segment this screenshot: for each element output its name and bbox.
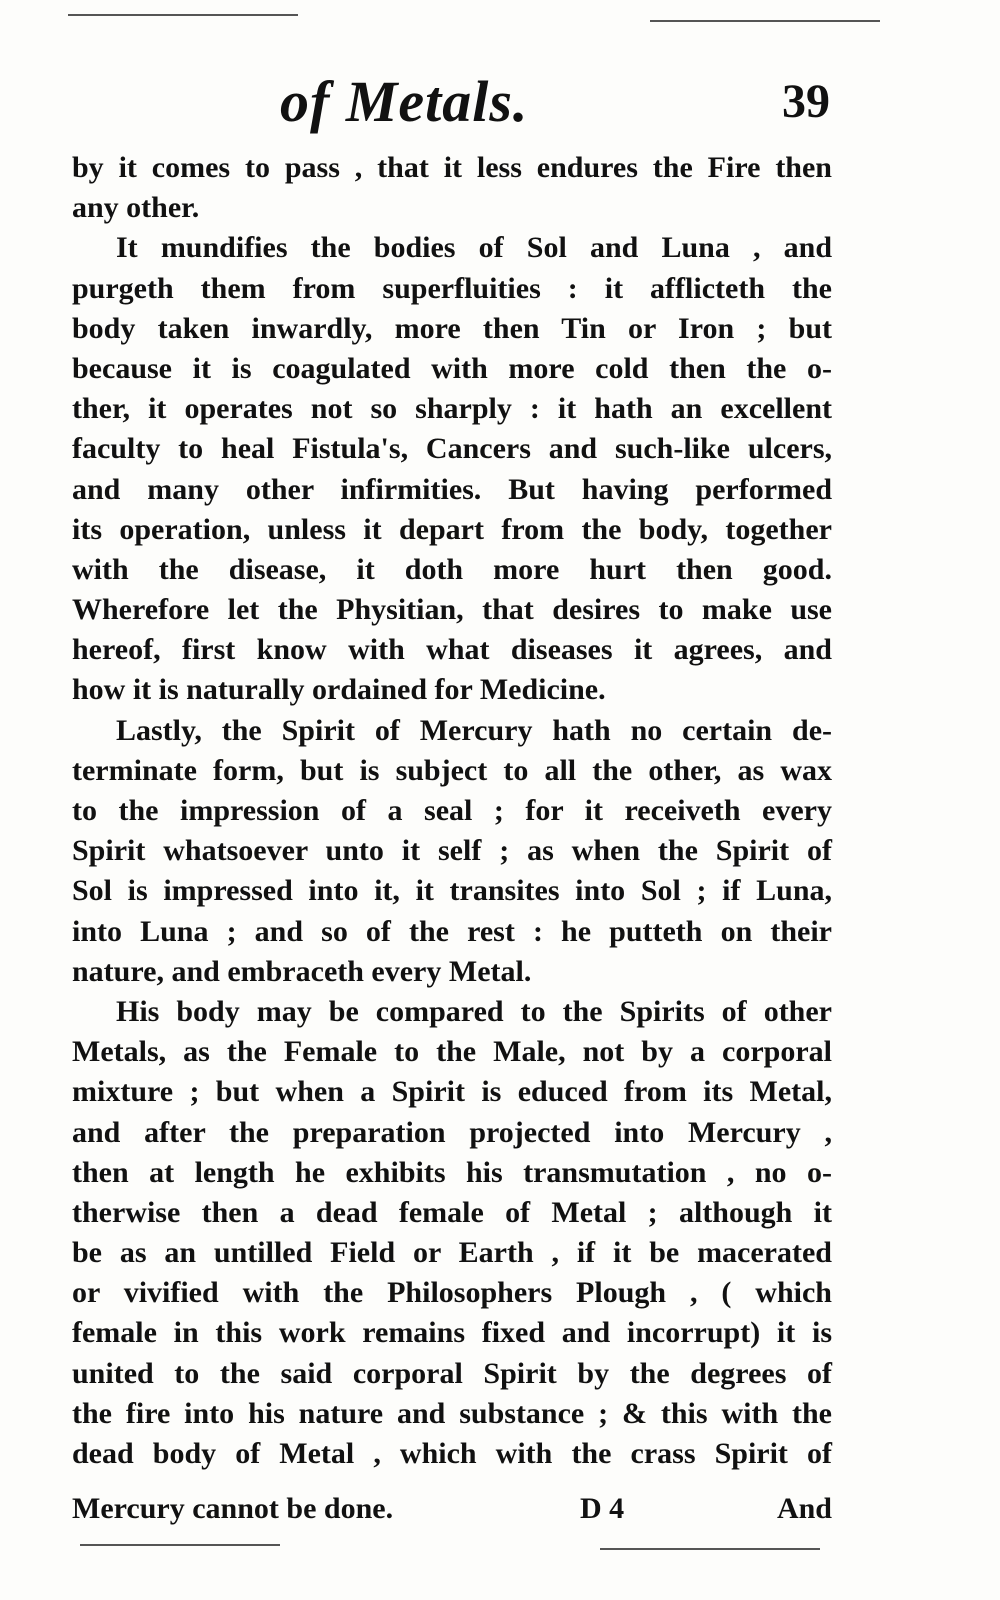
text-line: It mundifies the bodies of Sol and Luna , and bbox=[116, 231, 832, 265]
text-line: with the disease, it doth more hurt then good. bbox=[72, 552, 832, 586]
text-line: then at length he exhibits his transmutation , no o- bbox=[72, 1155, 832, 1189]
text-line: and after the preparation projected into Mercury , bbox=[72, 1115, 832, 1149]
text-line: purgeth them from superfluities : it afflicteth the bbox=[72, 271, 832, 305]
text-line: hereof, first know with what diseases it agrees, and bbox=[72, 633, 832, 667]
text-line: Lastly, the Spirit of Mercury hath no certain de- bbox=[116, 713, 832, 747]
text-line: nature, and embraceth every Metal. bbox=[72, 954, 532, 988]
bottom-rule-right bbox=[600, 1548, 820, 1550]
footer-tail-text: Mercury cannot be done. bbox=[72, 1492, 394, 1525]
text-line: or vivified with the Philosophers Plough , ( which bbox=[72, 1276, 832, 1310]
text-line: Spirit whatsoever unto it self ; as when the Spirit of bbox=[72, 834, 832, 868]
text-line: Metals, as the Female to the Male, not by a corporal bbox=[72, 1035, 832, 1069]
signature-mark: D 4 bbox=[580, 1492, 625, 1525]
text-line: faculty to heal Fistula's, Cancers and such-like ulcers, bbox=[72, 432, 832, 466]
page-header bbox=[260, 68, 840, 148]
text-line: female in this work remains fixed and incorrupt) it is bbox=[72, 1316, 832, 1350]
text-line: to the impression of a seal ; for it receiveth every bbox=[72, 794, 832, 827]
text-line: any other. bbox=[72, 191, 200, 225]
bottom-rule-left bbox=[80, 1544, 280, 1546]
text-line: how it is naturally ordained for Medicine. bbox=[72, 673, 606, 707]
text-line: ther, it operates not so sharply : it hath an excellent bbox=[72, 392, 832, 426]
text-line: body taken inwardly, more then Tin or Iron ; but bbox=[72, 311, 832, 345]
text-line: united to the said corporal Spirit by the degrees of bbox=[72, 1356, 832, 1390]
text-line: its operation, unless it depart from the body, together bbox=[72, 512, 832, 546]
text-line: because it is coagulated with more cold then the o- bbox=[72, 351, 832, 385]
text-line: Sol is impressed into it, it transites into Sol ; if Luna, bbox=[72, 874, 832, 908]
text-line: dead body of Metal , which with the crass Spirit of bbox=[72, 1437, 832, 1470]
text-line: His body may be compared to the Spirits of other bbox=[116, 994, 832, 1028]
text-line: Wherefore let the Physitian, that desires to make use bbox=[72, 593, 832, 627]
text-line: into Luna ; and so of the rest : he putteth on their bbox=[72, 914, 832, 948]
catchword: And bbox=[776, 1492, 832, 1525]
text-line: terminate form, but is subject to all the other, as wax bbox=[72, 753, 832, 787]
page-footer bbox=[72, 1492, 832, 1536]
text-line: by it comes to pass , that it less endures the Fire then bbox=[72, 151, 832, 184]
text-line: and many other infirmities. But having performed bbox=[72, 472, 832, 506]
page-number: 39 bbox=[782, 75, 830, 128]
text-line: mixture ; but when a Spirit is educed from its Metal, bbox=[72, 1075, 832, 1109]
top-rule-right bbox=[650, 20, 880, 22]
running-head: of Metals. bbox=[280, 69, 529, 134]
text-line: the fire into his nature and substance ; & this with the bbox=[72, 1396, 832, 1430]
text-line: be as an untilled Field or Earth , if it be macerated bbox=[72, 1236, 832, 1270]
text-block bbox=[72, 148, 832, 1474]
top-rule-left bbox=[68, 14, 298, 16]
text-line: therwise then a dead female of Metal ; although it bbox=[72, 1195, 832, 1229]
